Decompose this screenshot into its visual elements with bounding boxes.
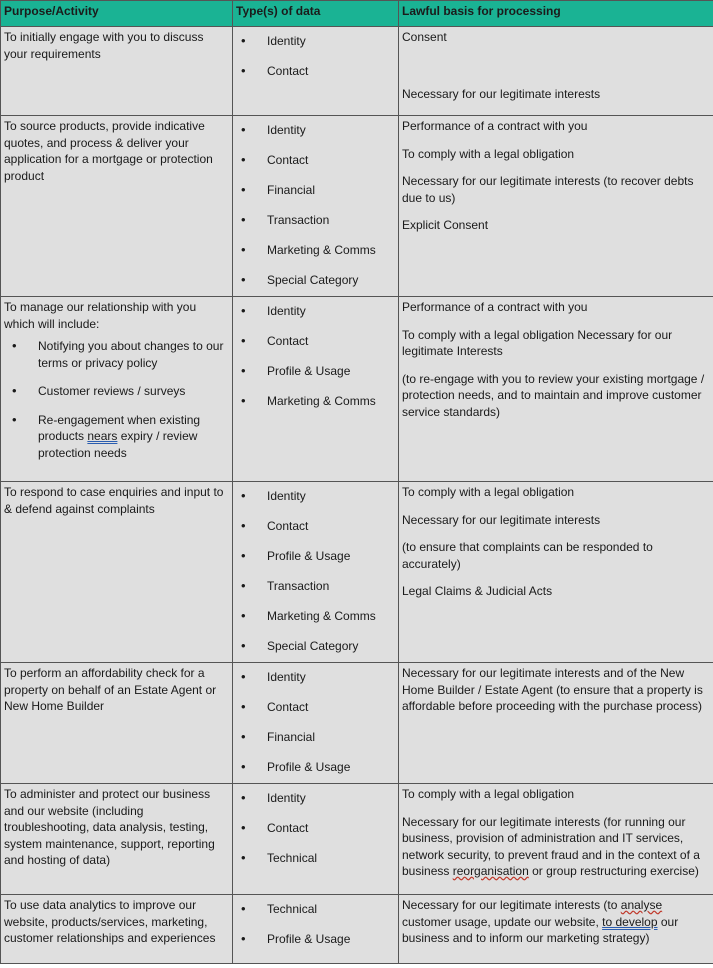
list-item: • Marketing & Comms	[233, 602, 398, 632]
header-types: Type(s) of data	[233, 1, 399, 27]
types-cell	[233, 784, 399, 895]
list-item: • Notifying you about changes to our terms or privacy policy	[4, 338, 229, 371]
list-item: • Re-engagement when existing products nears expiry / review protection needs	[4, 412, 229, 462]
list-item: • Profile & Usage	[233, 925, 398, 955]
list-item: • Profile & Usage	[233, 753, 398, 783]
purpose-cell: To administer and protect our business and our website (including troubleshooting, data analysis, testing, system maintenance, support, reporting and hosting of data)	[1, 784, 233, 895]
purpose-cell: To source products, provide indicative quotes, and process & deliver your application for a mortgage or protection product	[1, 116, 233, 297]
purpose-text: To manage our relationship with you which will include:	[4, 300, 197, 331]
purpose-cell: To use data analytics to improve our website, products/services, marketing, customer relationships and experiences	[1, 895, 233, 964]
list-item: • Identity	[233, 784, 398, 814]
basis-text: To comply with a legal obligation	[402, 787, 575, 801]
basis-cell	[399, 784, 713, 895]
list-item: • Technical	[233, 895, 398, 925]
basis-text: To comply with a legal obligation Necessary for our legitimate Interests	[402, 327, 673, 358]
basis-text: (to ensure that complaints can be responded to accurately)	[402, 540, 653, 571]
basis-cell	[399, 116, 713, 297]
types-cell	[233, 297, 399, 482]
basis-text: To comply with a legal obligation	[402, 146, 575, 161]
list-item: • Identity	[233, 663, 398, 693]
basis-cell	[399, 663, 713, 784]
basis-text: Necessary for our legitimate interests (to analyse customer usage, update our website, to develop our business and to inform our marketing strategy)	[402, 898, 679, 945]
list-item: • Contact	[233, 814, 398, 844]
basis-text: Necessary for our legitimate interests (to recover debts due to us)	[402, 174, 694, 205]
purpose-cell: To respond to case enquiries and input to & defend against complaints	[1, 482, 233, 663]
basis-text: To comply with a legal obligation	[402, 485, 575, 499]
table-row	[1, 482, 713, 663]
list-item: • Contact	[233, 146, 398, 176]
basis-text: Performance of a contract with you	[402, 300, 588, 314]
table-row	[1, 297, 713, 482]
table-row	[1, 116, 713, 297]
list-item: • Contact	[233, 693, 398, 723]
list-item: • Profile & Usage	[233, 542, 398, 572]
basis-text: Legal Claims & Judicial Acts	[402, 584, 553, 598]
basis-text: Necessary for our legitimate interests and of the New Home Builder / Estate Agent (to ensure that a property is affordable before proceeding with the purchase process)	[402, 666, 703, 713]
list-item: • Special Category	[233, 266, 398, 296]
purpose-sublist	[4, 338, 229, 461]
header-purpose: Purpose/Activity	[1, 1, 233, 27]
basis-text: Necessary for our legitimate interests	[402, 512, 601, 527]
table-row	[1, 663, 713, 784]
table-row	[1, 784, 713, 895]
purpose-cell: To perform an affordability check for a property on behalf of an Estate Agent or New Home Builder	[1, 663, 233, 784]
list-item: • Special Category	[233, 632, 398, 662]
basis-text: Explicit Consent	[402, 218, 489, 232]
list-item: • Marketing & Comms	[233, 387, 398, 417]
list-item: • Contact	[233, 57, 398, 87]
purpose-cell: To initially engage with you to discuss your requirements	[1, 27, 233, 116]
basis-text: Performance of a contract with you	[402, 119, 588, 133]
basis-cell	[399, 895, 713, 964]
types-cell	[233, 27, 399, 116]
types-cell	[233, 482, 399, 663]
types-cell	[233, 895, 399, 964]
basis-cell	[399, 297, 713, 482]
list-item: • Identity	[233, 297, 398, 327]
table-row	[1, 895, 713, 964]
basis-cell	[399, 482, 713, 663]
list-item: • Identity	[233, 116, 398, 146]
header-row	[1, 1, 713, 27]
types-cell	[233, 663, 399, 784]
list-item: • Transaction	[233, 572, 398, 602]
list-item: • Identity	[233, 27, 398, 57]
list-item: • Marketing & Comms	[233, 236, 398, 266]
list-item: • Transaction	[233, 206, 398, 236]
list-item: • Customer reviews / surveys	[4, 383, 229, 400]
list-item: • Technical	[233, 844, 398, 874]
basis-text: Necessary for our legitimate interests (for running our business, provision of administration and IT services, network security, to prevent fraud and in the context of a business reorganisation or group restructuring exercise)	[402, 814, 700, 878]
table-row	[1, 27, 713, 116]
purpose-cell	[1, 297, 233, 482]
list-item: • Identity	[233, 482, 398, 512]
list-item: • Contact	[233, 327, 398, 357]
basis-text: Necessary for our legitimate interests	[402, 86, 601, 101]
types-cell	[233, 116, 399, 297]
header-basis: Lawful basis for processing	[399, 1, 713, 27]
list-item: • Financial	[233, 176, 398, 206]
list-item: • Contact	[233, 512, 398, 542]
basis-text: (to re-engage with you to review your existing mortgage / protection needs, and to maintain and improve customer service standards)	[402, 371, 705, 419]
basis-cell	[399, 27, 713, 116]
list-item: • Profile & Usage	[233, 357, 398, 387]
basis-text: Consent	[402, 30, 447, 44]
list-item: • Financial	[233, 723, 398, 753]
